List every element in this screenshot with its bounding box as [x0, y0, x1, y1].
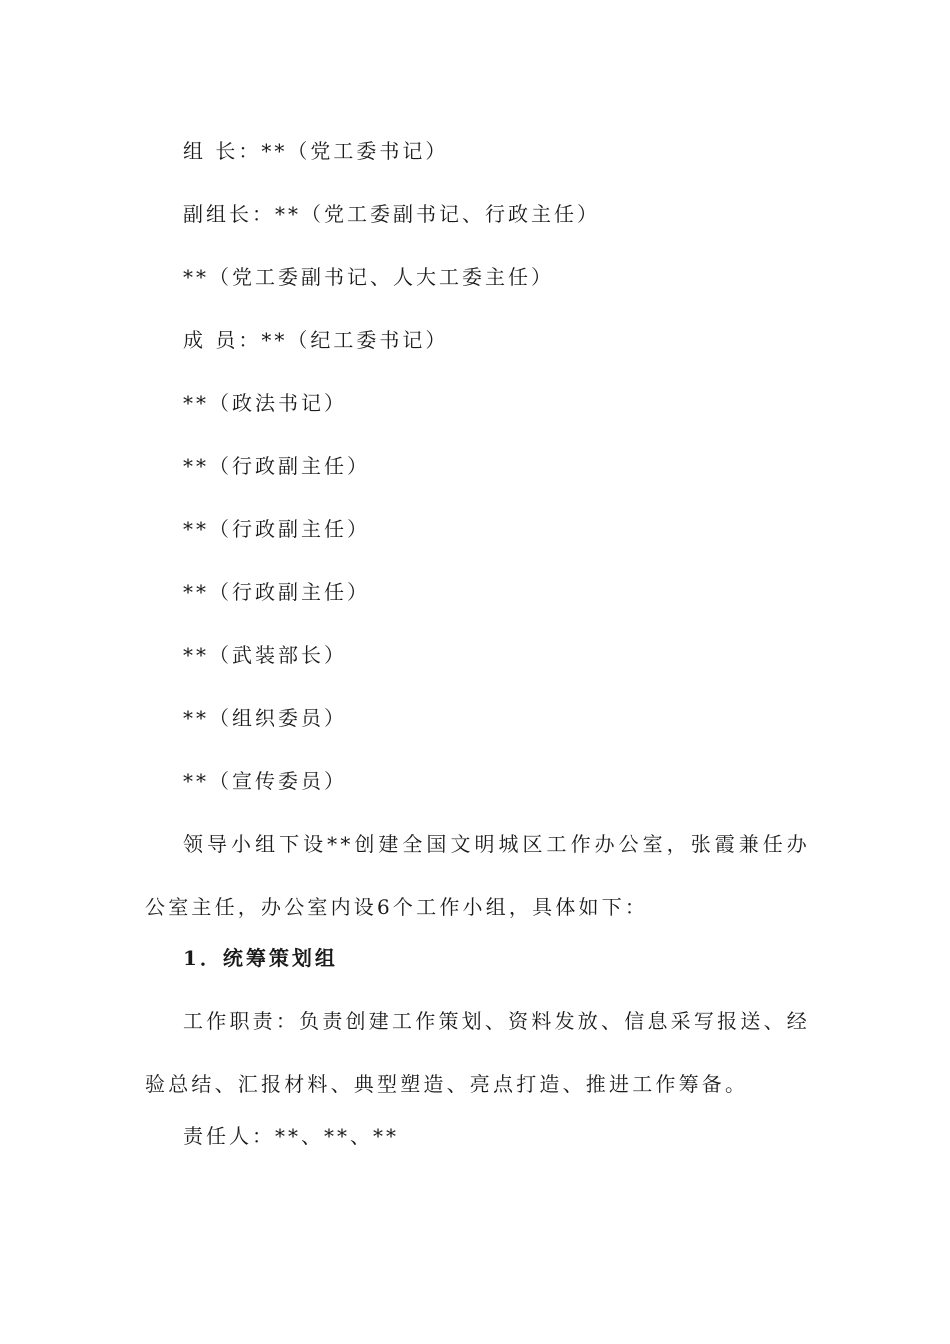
leader-line-member: **（行政副主任） [183, 580, 370, 604]
leader-line-deputy-leader: 副组长：**（党工委副书记、行政主任） [183, 202, 600, 226]
leader-line-group-leader: 组 长：**（党工委书记） [183, 139, 449, 163]
leader-line-member: **（武装部长） [183, 643, 347, 667]
office-paragraph: 领导小组下设**创建全国文明城区工作办公室，张霞兼任办公室主任，办公室内设6个工作小组，具体如下： [145, 832, 810, 919]
group1-responsible-line: 责任人：**、**、** [183, 1124, 399, 1148]
leader-line-member: **（组织委员） [183, 706, 347, 730]
leader-line-member: **（政法书记） [183, 391, 347, 415]
leader-line-member: **（行政副主任） [183, 454, 370, 478]
group1-duties-paragraph: 工作职责：负责创建工作策划、资料发放、信息采写报送、经验总结、汇报材料、典型塑造、亮点打造、推进工作筹备。 [145, 1009, 810, 1096]
leader-line-deputy-leader-2: **（党工委副书记、人大工委主任） [183, 265, 554, 289]
leader-line-member: **（宣传委员） [183, 769, 347, 793]
leader-line-member: **（行政副主任） [183, 517, 370, 541]
group1-heading: 1．统筹策划组 [183, 946, 338, 970]
leader-line-members: 成 员：**（纪工委书记） [183, 328, 449, 352]
